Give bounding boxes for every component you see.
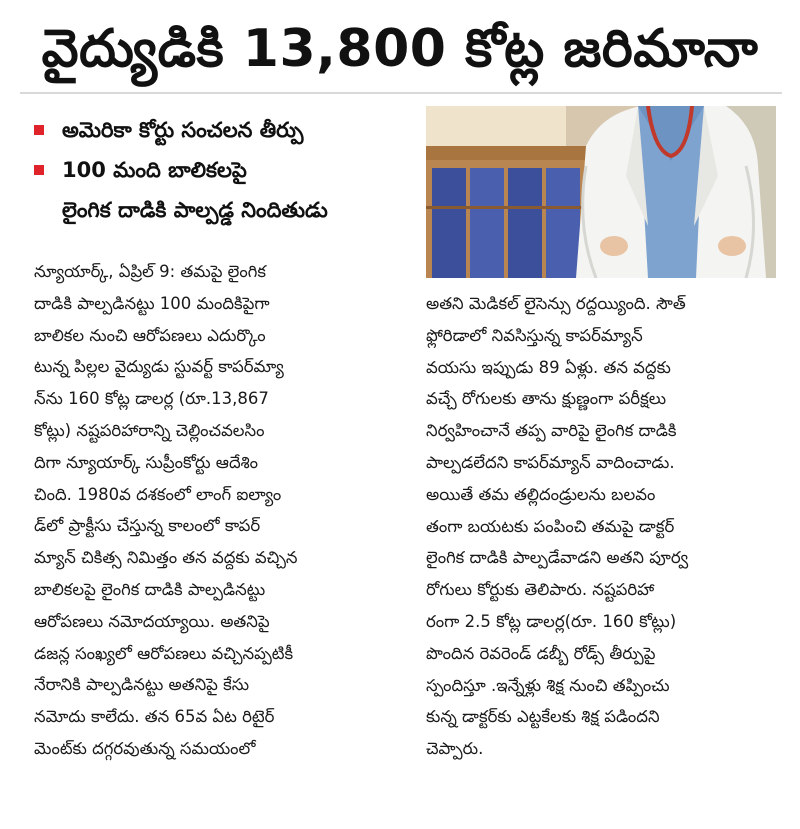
article-line: బాలికలపై లైంగిక దాడికి పాల్పడినట్టు <box>34 579 266 599</box>
bullet-item <box>34 150 414 190</box>
article-line: ఫ్లోరిడాలో నివసిస్తున్న కాపర్‌మ్యాన్‌ <box>426 325 643 345</box>
article-line: చింది. 1980వ దశకంలో లాంగ్‌ ఐల్యాం <box>34 484 282 504</box>
article-line: మెంట్‌కు దగ్గరవుతున్న సమయంలో <box>34 738 256 758</box>
bullet-item-continuation <box>34 190 414 230</box>
red-square-bullet-icon <box>34 125 44 135</box>
bullet-text: లైంగిక దాడికి పాల్పడ్డ నిందితుడు <box>62 198 328 222</box>
article-line: అతని మెడికల్‌ లైసెన్సు రద్దయ్యింది. సౌత్‌ <box>426 294 686 313</box>
headline-divider <box>20 92 782 94</box>
article-line: డ్‌లో ప్రాక్టీసు చేస్తున్న కాలంలో కాపర్‌ <box>34 516 261 536</box>
bullet-item <box>34 110 414 150</box>
article-line: రంగా 2.5 కోట్ల డాలర్ల(రూ. 160 కోట్లు) <box>426 611 677 631</box>
article-line: చెప్పారు. <box>426 739 484 759</box>
article-line: నిర్వహించానే తప్ప వారిపై లైంగిక దాడికి <box>426 421 677 441</box>
bullet-text: అమెరికా కోర్టు సంచలన తీర్పు <box>62 118 304 142</box>
article-line: ఆరోపణలు నమోదయ్యాయి. అతనిపై <box>34 611 270 631</box>
article-line: అయితే తమ తల్లిదండ్రులను బలవం <box>426 484 656 504</box>
article-line: నేరానికి పాల్పడినట్టు అతనిపై కేసు <box>34 675 250 695</box>
red-square-bullet-icon <box>34 165 44 175</box>
summary-bullets <box>34 110 414 230</box>
article-line: న్యూయార్క్‌, ఏప్రిల్‌ 9: తమపై లైంగిక <box>34 262 266 281</box>
article-line: కోట్లు) నష్టపరిహారాన్ని చెల్లించవలసిం <box>34 420 265 440</box>
headline: వైద్యుడికి 13,800 కోట్ల జరిమానా <box>41 19 759 79</box>
article-column-right <box>426 288 782 765</box>
article-line: నమోదు కాలేదు. తన 65వ ఏట రిటైర్‌ <box>34 707 275 727</box>
article-line: పొందిన రెవరెండ్‌ డబ్బీ రోడ్స్‌ తీర్పుపై <box>426 643 656 663</box>
article-line: లైంగిక దాడికి పాల్పడేవాడని అతని పూర్వ <box>426 548 689 568</box>
article-line: స్పందిస్తూ .ఇన్నేళ్లు శిక్ష నుంచి తప్పించు <box>426 675 670 695</box>
bullet-text: 100 మంది బాలికలపై <box>62 158 247 182</box>
doctor-photo <box>426 106 776 278</box>
article-line: దిగా న్యూయార్క్‌ సుప్రీంకోర్టు ఆదేశిం <box>34 452 259 472</box>
article-line: దాడికి పాల్పడినట్టు 100 మందికిపైగా <box>34 293 270 313</box>
article-line: వయసు ఇప్పుడు 89 ఏళ్లు. తన వద్దకు <box>426 357 671 377</box>
article-line: మ్యాన్‌ చికిత్స నిమిత్తం తన వద్దకు వచ్చిన <box>34 548 298 568</box>
article-line: డజన్ల సంఖ్యలో ఆరోపణలు వచ్చినప్పటికీ <box>34 643 294 663</box>
article-line: పాల్పడలేదని కాపర్‌మ్యాన్‌ వాదించాడు. <box>426 452 675 472</box>
article-line: వచ్చే రోగులకు తాను క్షుణ్ణంగా పరీక్షలు <box>426 389 667 409</box>
article-line: రోగులు కోర్టుకు తెలిపారు. నష్టపరిహా <box>426 580 655 600</box>
article-column-left <box>34 256 410 765</box>
article-line: న్‌ను 160 కోట్ల డాలర్ల (రూ.13,867 <box>34 389 269 409</box>
article-line: తంగా బయటకు పంపించి తమపై డాక్టర్‌ <box>426 516 675 536</box>
article-line: కున్న డాక్టర్‌కు ఎట్టకేలకు శిక్ష పడిందని <box>426 707 660 727</box>
article-line: టున్న పిల్లల వైద్యుడు స్టువర్ట్‌ కాపర్‌మ్యా <box>34 357 284 377</box>
article-line: బాలికల నుంచి ఆరోపణలు ఎదుర్కొం <box>34 325 266 345</box>
